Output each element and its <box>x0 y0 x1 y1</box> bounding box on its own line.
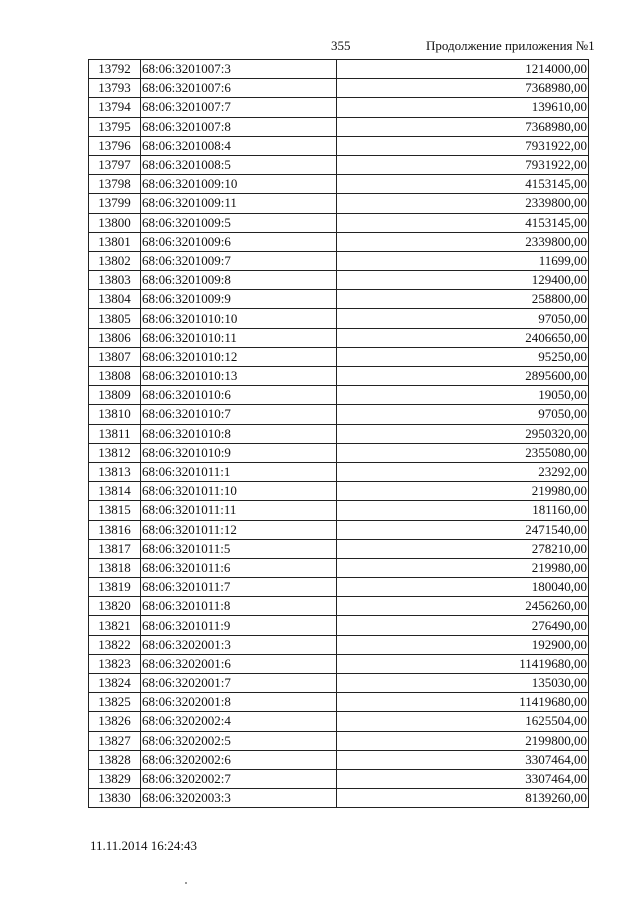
row-number-cell: 13807 <box>89 347 141 366</box>
cadastral-number-cell: 68:06:3201007:7 <box>141 98 337 117</box>
cadastral-number-cell: 68:06:3202002:6 <box>141 750 337 769</box>
table-row <box>89 271 589 290</box>
cadastral-number-cell: 68:06:3202001:3 <box>141 635 337 654</box>
table-row <box>89 482 589 501</box>
table-row <box>89 693 589 712</box>
row-number-cell: 13797 <box>89 155 141 174</box>
row-number-cell: 13822 <box>89 635 141 654</box>
cadastral-number-cell: 68:06:3201010:7 <box>141 405 337 424</box>
cadastral-value-cell: 97050,00 <box>337 309 589 328</box>
scan-speck <box>185 882 187 884</box>
table-row <box>89 520 589 539</box>
cadastral-value-cell: 8139260,00 <box>337 789 589 808</box>
cadastral-value-cell: 2199800,00 <box>337 731 589 750</box>
cadastral-number-cell: 68:06:3201009:6 <box>141 232 337 251</box>
table-row <box>89 194 589 213</box>
cadastral-number-cell: 68:06:3202001:7 <box>141 674 337 693</box>
cadastral-number-cell: 68:06:3201011:11 <box>141 501 337 520</box>
cadastral-value-cell: 219980,00 <box>337 482 589 501</box>
cadastral-number-cell: 68:06:3201011:1 <box>141 462 337 481</box>
row-number-cell: 13821 <box>89 616 141 635</box>
row-number-cell: 13802 <box>89 251 141 270</box>
table-row <box>89 443 589 462</box>
cadastral-value-cell: 7368980,00 <box>337 117 589 136</box>
table-row <box>89 232 589 251</box>
page-number: 355 <box>331 38 351 53</box>
cadastral-number-cell: 68:06:3201009:10 <box>141 175 337 194</box>
cadastral-number-cell: 68:06:3201011:12 <box>141 520 337 539</box>
cadastral-value-cell: 2456260,00 <box>337 597 589 616</box>
row-number-cell: 13809 <box>89 386 141 405</box>
table-row <box>89 405 589 424</box>
table-row <box>89 98 589 117</box>
cadastral-number-cell: 68:06:3201009:11 <box>141 194 337 213</box>
cadastral-number-cell: 68:06:3201007:8 <box>141 117 337 136</box>
table-row <box>89 424 589 443</box>
cadastral-value-cell: 129400,00 <box>337 271 589 290</box>
cadastral-value-cell: 1625504,00 <box>337 712 589 731</box>
cadastral-number-cell: 68:06:3201008:5 <box>141 155 337 174</box>
cadastral-number-cell: 68:06:3201010:10 <box>141 309 337 328</box>
cadastral-value-cell: 3307464,00 <box>337 750 589 769</box>
row-number-cell: 13824 <box>89 674 141 693</box>
cadastral-number-cell: 68:06:3201010:8 <box>141 424 337 443</box>
row-number-cell: 13827 <box>89 731 141 750</box>
row-number-cell: 13792 <box>89 60 141 79</box>
cadastral-value-cell: 2339800,00 <box>337 194 589 213</box>
cadastral-value-table <box>88 59 589 808</box>
cadastral-number-cell: 68:06:3201011:9 <box>141 616 337 635</box>
cadastral-number-cell: 68:06:3201007:6 <box>141 79 337 98</box>
table-row <box>89 674 589 693</box>
cadastral-value-cell: 7931922,00 <box>337 136 589 155</box>
table-row <box>89 155 589 174</box>
cadastral-number-cell: 68:06:3201009:9 <box>141 290 337 309</box>
row-number-cell: 13808 <box>89 367 141 386</box>
cadastral-number-cell: 68:06:3201010:6 <box>141 386 337 405</box>
cadastral-number-cell: 68:06:3202001:8 <box>141 693 337 712</box>
table-row <box>89 328 589 347</box>
table-row <box>89 731 589 750</box>
cadastral-number-cell: 68:06:3201010:9 <box>141 443 337 462</box>
table-row <box>89 386 589 405</box>
cadastral-value-cell: 278210,00 <box>337 539 589 558</box>
table-row <box>89 539 589 558</box>
row-number-cell: 13795 <box>89 117 141 136</box>
row-number-cell: 13813 <box>89 462 141 481</box>
cadastral-number-cell: 68:06:3201011:6 <box>141 558 337 577</box>
cadastral-value-cell: 2950320,00 <box>337 424 589 443</box>
table-row <box>89 251 589 270</box>
table-row <box>89 309 589 328</box>
row-number-cell: 13800 <box>89 213 141 232</box>
cadastral-value-cell: 11419680,00 <box>337 693 589 712</box>
row-number-cell: 13815 <box>89 501 141 520</box>
cadastral-number-cell: 68:06:3202003:3 <box>141 789 337 808</box>
cadastral-value-cell: 4153145,00 <box>337 175 589 194</box>
cadastral-value-cell: 258800,00 <box>337 290 589 309</box>
table-row <box>89 654 589 673</box>
table-row <box>89 597 589 616</box>
cadastral-value-cell: 2895600,00 <box>337 367 589 386</box>
cadastral-value-cell: 4153145,00 <box>337 213 589 232</box>
table-row <box>89 558 589 577</box>
cadastral-value-cell: 19050,00 <box>337 386 589 405</box>
row-number-cell: 13826 <box>89 712 141 731</box>
row-number-cell: 13814 <box>89 482 141 501</box>
row-number-cell: 13830 <box>89 789 141 808</box>
cadastral-value-cell: 95250,00 <box>337 347 589 366</box>
print-timestamp: 11.11.2014 16:24:43 <box>90 838 198 853</box>
table-row <box>89 635 589 654</box>
cadastral-value-cell: 97050,00 <box>337 405 589 424</box>
cadastral-number-cell: 68:06:3202002:5 <box>141 731 337 750</box>
cadastral-value-cell: 2355080,00 <box>337 443 589 462</box>
cadastral-number-cell: 68:06:3201009:8 <box>141 271 337 290</box>
cadastral-value-cell: 2471540,00 <box>337 520 589 539</box>
table-row <box>89 347 589 366</box>
cadastral-value-cell: 11419680,00 <box>337 654 589 673</box>
cadastral-value-cell: 139610,00 <box>337 98 589 117</box>
cadastral-number-cell: 68:06:3201009:7 <box>141 251 337 270</box>
cadastral-number-cell: 68:06:3201010:13 <box>141 367 337 386</box>
cadastral-number-cell: 68:06:3201011:8 <box>141 597 337 616</box>
cadastral-value-cell: 1214000,00 <box>337 60 589 79</box>
cadastral-value-cell: 181160,00 <box>337 501 589 520</box>
cadastral-number-cell: 68:06:3201010:11 <box>141 328 337 347</box>
row-number-cell: 13825 <box>89 693 141 712</box>
table-row <box>89 712 589 731</box>
table-row <box>89 136 589 155</box>
row-number-cell: 13820 <box>89 597 141 616</box>
table-row <box>89 750 589 769</box>
table-row <box>89 213 589 232</box>
row-number-cell: 13798 <box>89 175 141 194</box>
row-number-cell: 13801 <box>89 232 141 251</box>
cadastral-number-cell: 68:06:3201011:5 <box>141 539 337 558</box>
row-number-cell: 13806 <box>89 328 141 347</box>
cadastral-number-cell: 68:06:3201011:7 <box>141 578 337 597</box>
cadastral-value-cell: 3307464,00 <box>337 769 589 788</box>
table-row <box>89 501 589 520</box>
cadastral-value-cell: 135030,00 <box>337 674 589 693</box>
row-number-cell: 13794 <box>89 98 141 117</box>
cadastral-value-cell: 192900,00 <box>337 635 589 654</box>
cadastral-number-cell: 68:06:3201007:3 <box>141 60 337 79</box>
table-row <box>89 117 589 136</box>
table-body <box>89 60 589 808</box>
row-number-cell: 13816 <box>89 520 141 539</box>
row-number-cell: 13804 <box>89 290 141 309</box>
cadastral-number-cell: 68:06:3202002:7 <box>141 769 337 788</box>
table-row <box>89 60 589 79</box>
cadastral-number-cell: 68:06:3201008:4 <box>141 136 337 155</box>
table-row <box>89 789 589 808</box>
row-number-cell: 13819 <box>89 578 141 597</box>
table-row <box>89 79 589 98</box>
table-row <box>89 175 589 194</box>
cadastral-value-cell: 11699,00 <box>337 251 589 270</box>
cadastral-value-cell: 2406650,00 <box>337 328 589 347</box>
row-number-cell: 13818 <box>89 558 141 577</box>
table-row <box>89 367 589 386</box>
cadastral-number-cell: 68:06:3202001:6 <box>141 654 337 673</box>
table-row <box>89 290 589 309</box>
row-number-cell: 13829 <box>89 769 141 788</box>
cadastral-number-cell: 68:06:3201011:10 <box>141 482 337 501</box>
row-number-cell: 13817 <box>89 539 141 558</box>
cadastral-value-cell: 219980,00 <box>337 558 589 577</box>
table-row <box>89 769 589 788</box>
cadastral-number-cell: 68:06:3202002:4 <box>141 712 337 731</box>
table-row <box>89 616 589 635</box>
cadastral-value-cell: 180040,00 <box>337 578 589 597</box>
row-number-cell: 13823 <box>89 654 141 673</box>
row-number-cell: 13812 <box>89 443 141 462</box>
appendix-continuation-note: Продолжение приложения №1 <box>426 38 595 53</box>
row-number-cell: 13796 <box>89 136 141 155</box>
row-number-cell: 13810 <box>89 405 141 424</box>
row-number-cell: 13799 <box>89 194 141 213</box>
row-number-cell: 13811 <box>89 424 141 443</box>
table-row <box>89 578 589 597</box>
row-number-cell: 13803 <box>89 271 141 290</box>
row-number-cell: 13828 <box>89 750 141 769</box>
table-row <box>89 462 589 481</box>
cadastral-value-cell: 2339800,00 <box>337 232 589 251</box>
cadastral-value-cell: 276490,00 <box>337 616 589 635</box>
row-number-cell: 13805 <box>89 309 141 328</box>
row-number-cell: 13793 <box>89 79 141 98</box>
cadastral-number-cell: 68:06:3201010:12 <box>141 347 337 366</box>
cadastral-value-cell: 23292,00 <box>337 462 589 481</box>
cadastral-value-cell: 7931922,00 <box>337 155 589 174</box>
cadastral-value-cell: 7368980,00 <box>337 79 589 98</box>
cadastral-number-cell: 68:06:3201009:5 <box>141 213 337 232</box>
